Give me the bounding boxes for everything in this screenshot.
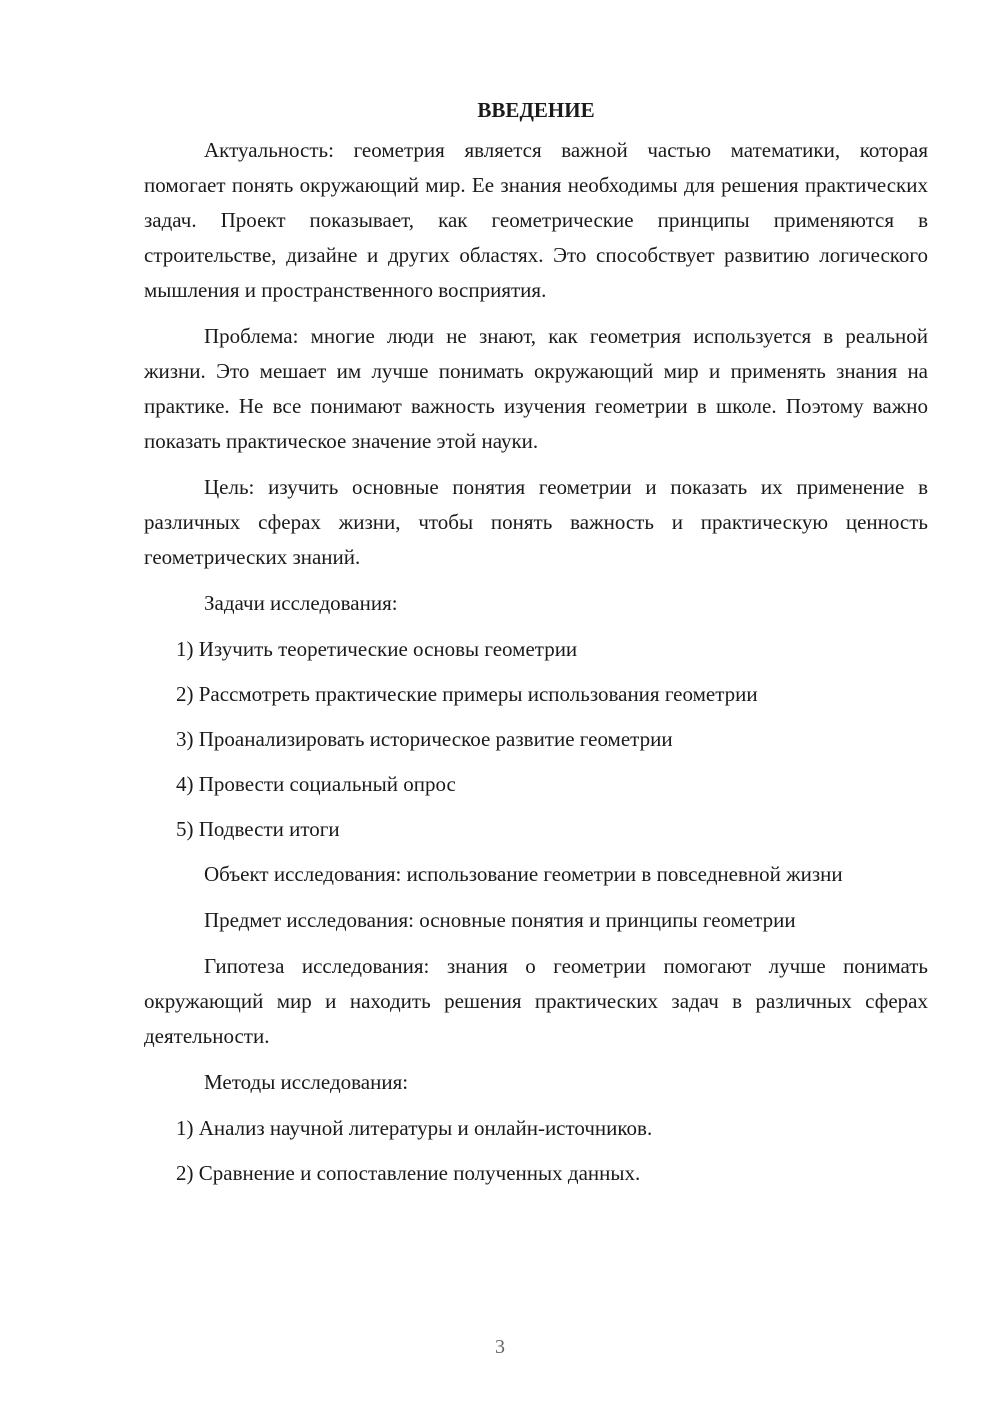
- goal-paragraph: Цель: изучить основные понятия геометрии и показать их применение в различных сферах жизни, чтобы понять важность и практическую ценность геометрических знаний.: [144, 475, 928, 569]
- methods-list: [144, 1111, 928, 1191]
- methods-heading: Методы исследования:: [204, 1070, 409, 1094]
- problem-paragraph: Проблема: многие люди не знают, как геометрия используется в реальной жизни. Это мешает им лучше понимать окружающий мир и применять знания на практике. Не все понимают важность изучения геометрии в школе. Поэтому важно показать практическое значение этой науки.: [144, 324, 928, 453]
- page-content: [144, 92, 928, 1201]
- task-item: 4) Провести социальный опрос: [176, 772, 456, 796]
- method-item: 2) Сравнение и сопоставление полученных данных.: [176, 1161, 641, 1185]
- object-paragraph: Объект исследования: использование геометрии в повседневной жизни: [204, 862, 843, 886]
- page-title: ВВЕДЕНИЕ: [477, 98, 595, 122]
- hypothesis-paragraph: Гипотеза исследования: знания о геометрии помогают лучше понимать окружающий мир и находить решения практических задач в различных сферах деятельности.: [144, 954, 928, 1048]
- task-item: 3) Проанализировать историческое развитие геометрии: [176, 727, 673, 751]
- task-item: 5) Подвести итоги: [176, 817, 340, 841]
- tasks-list: [144, 632, 928, 847]
- method-item: 1) Анализ научной литературы и онлайн-источников.: [176, 1116, 653, 1140]
- tasks-heading: Задачи исследования:: [204, 591, 398, 615]
- page-number: 3: [495, 1336, 505, 1358]
- relevance-paragraph: Актуальность: геометрия является важной частью математики, которая помогает понять окружающий мир. Ее знания необходимы для решения практических задач. Проект показывает, как геометрические принципы применяются в строительстве, дизайне и других областях. Это способствует развитию логического мышления и пространственного восприятия.: [144, 138, 928, 302]
- subject-paragraph: Предмет исследования: основные понятия и принципы геометрии: [204, 908, 796, 932]
- task-item: 1) Изучить теоретические основы геометрии: [176, 637, 578, 661]
- task-item: 2) Рассмотреть практические примеры использования геометрии: [176, 682, 758, 706]
